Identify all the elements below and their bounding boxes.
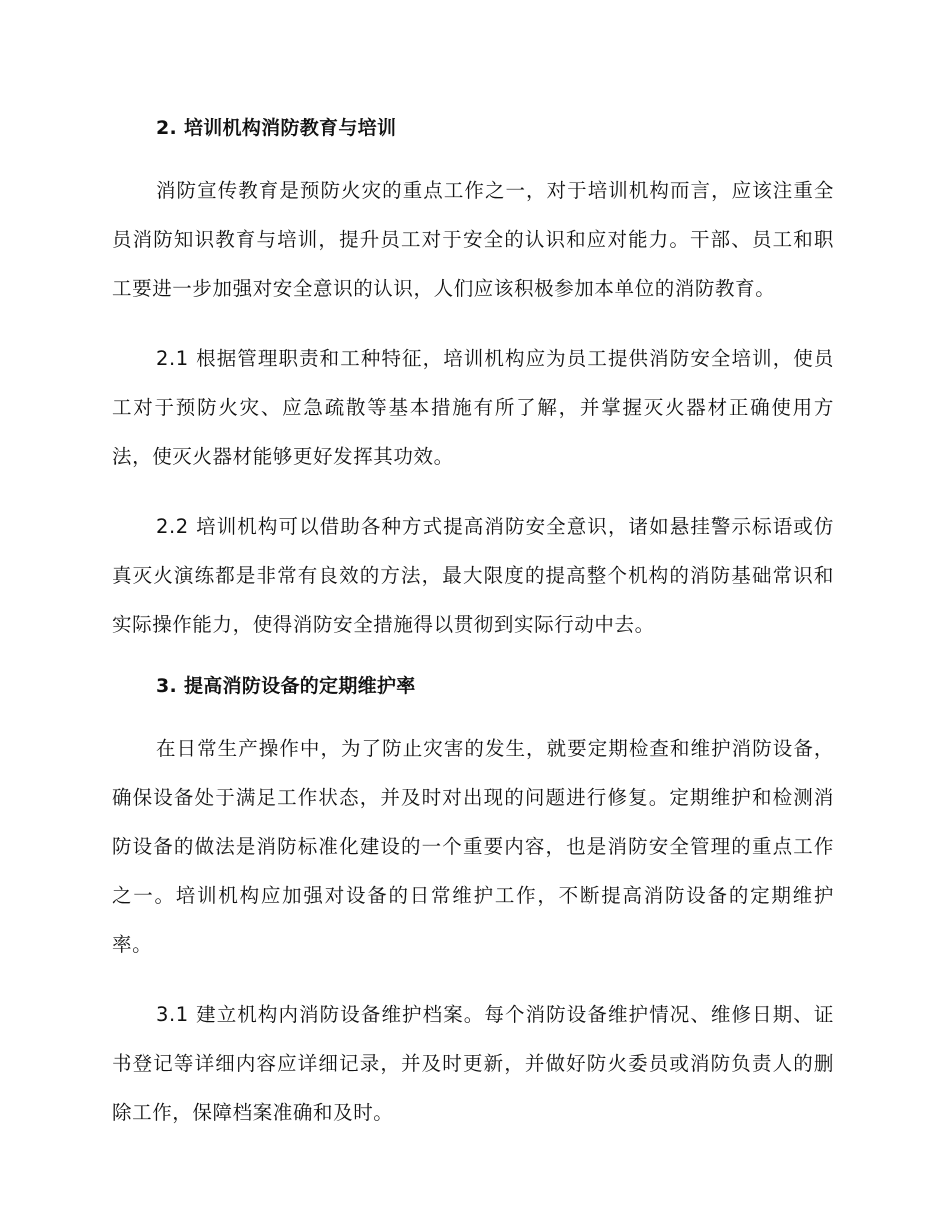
paragraph: 消防宣传教育是预防火灾的重点工作之一，对于培训机构而言，应该注重全员消防知识教育与培训，提升员工对于安全的认识和应对能力。干部、员工和职工要进一步加强对安全意识的认识，人们应该积极参加本单位的消防教育。	[112, 179, 834, 300]
section-heading: 2. 培训机构消防教育与培训	[156, 117, 397, 139]
document-body	[112, 112, 834, 1158]
paragraph: 2.2 培训机构可以借助各种方式提高消防安全意识，诸如悬挂警示标语或仿真灭火演练都是非常有良效的方法，最大限度的提高整个机构的消防基础常识和实际操作能力，使得消防安全措施得以贯彻到实际行动中去。	[112, 515, 834, 636]
paragraph: 3.1 建立机构内消防设备维护档案。每个消防设备维护情况、维修日期、证书登记等详细内容应详细记录，并及时更新，并做好防火委员或消防负责人的删除工作，保障档案准确和及时。	[112, 1003, 834, 1124]
section-heading: 3. 提高消防设备的定期维护率	[156, 675, 416, 697]
paragraph: 2.1 根据管理职责和工种特征，培训机构应为员工提供消防安全培训，使员工对于预防火灾、应急疏散等基本措施有所了解，并掌握灭火器材正确使用方法，使灭火器材能够更好发挥其功效。	[112, 347, 834, 468]
paragraph: 在日常生产操作中，为了防止灾害的发生，就要定期检查和维护消防设备，确保设备处于满足工作状态，并及时对出现的问题进行修复。定期维护和检测消防设备的做法是消防标准化建设的一个重要内容，也是消防安全管理的重点工作之一。培训机构应加强对设备的日常维护工作，不断提高消防设备的定期维护率。	[112, 737, 834, 956]
